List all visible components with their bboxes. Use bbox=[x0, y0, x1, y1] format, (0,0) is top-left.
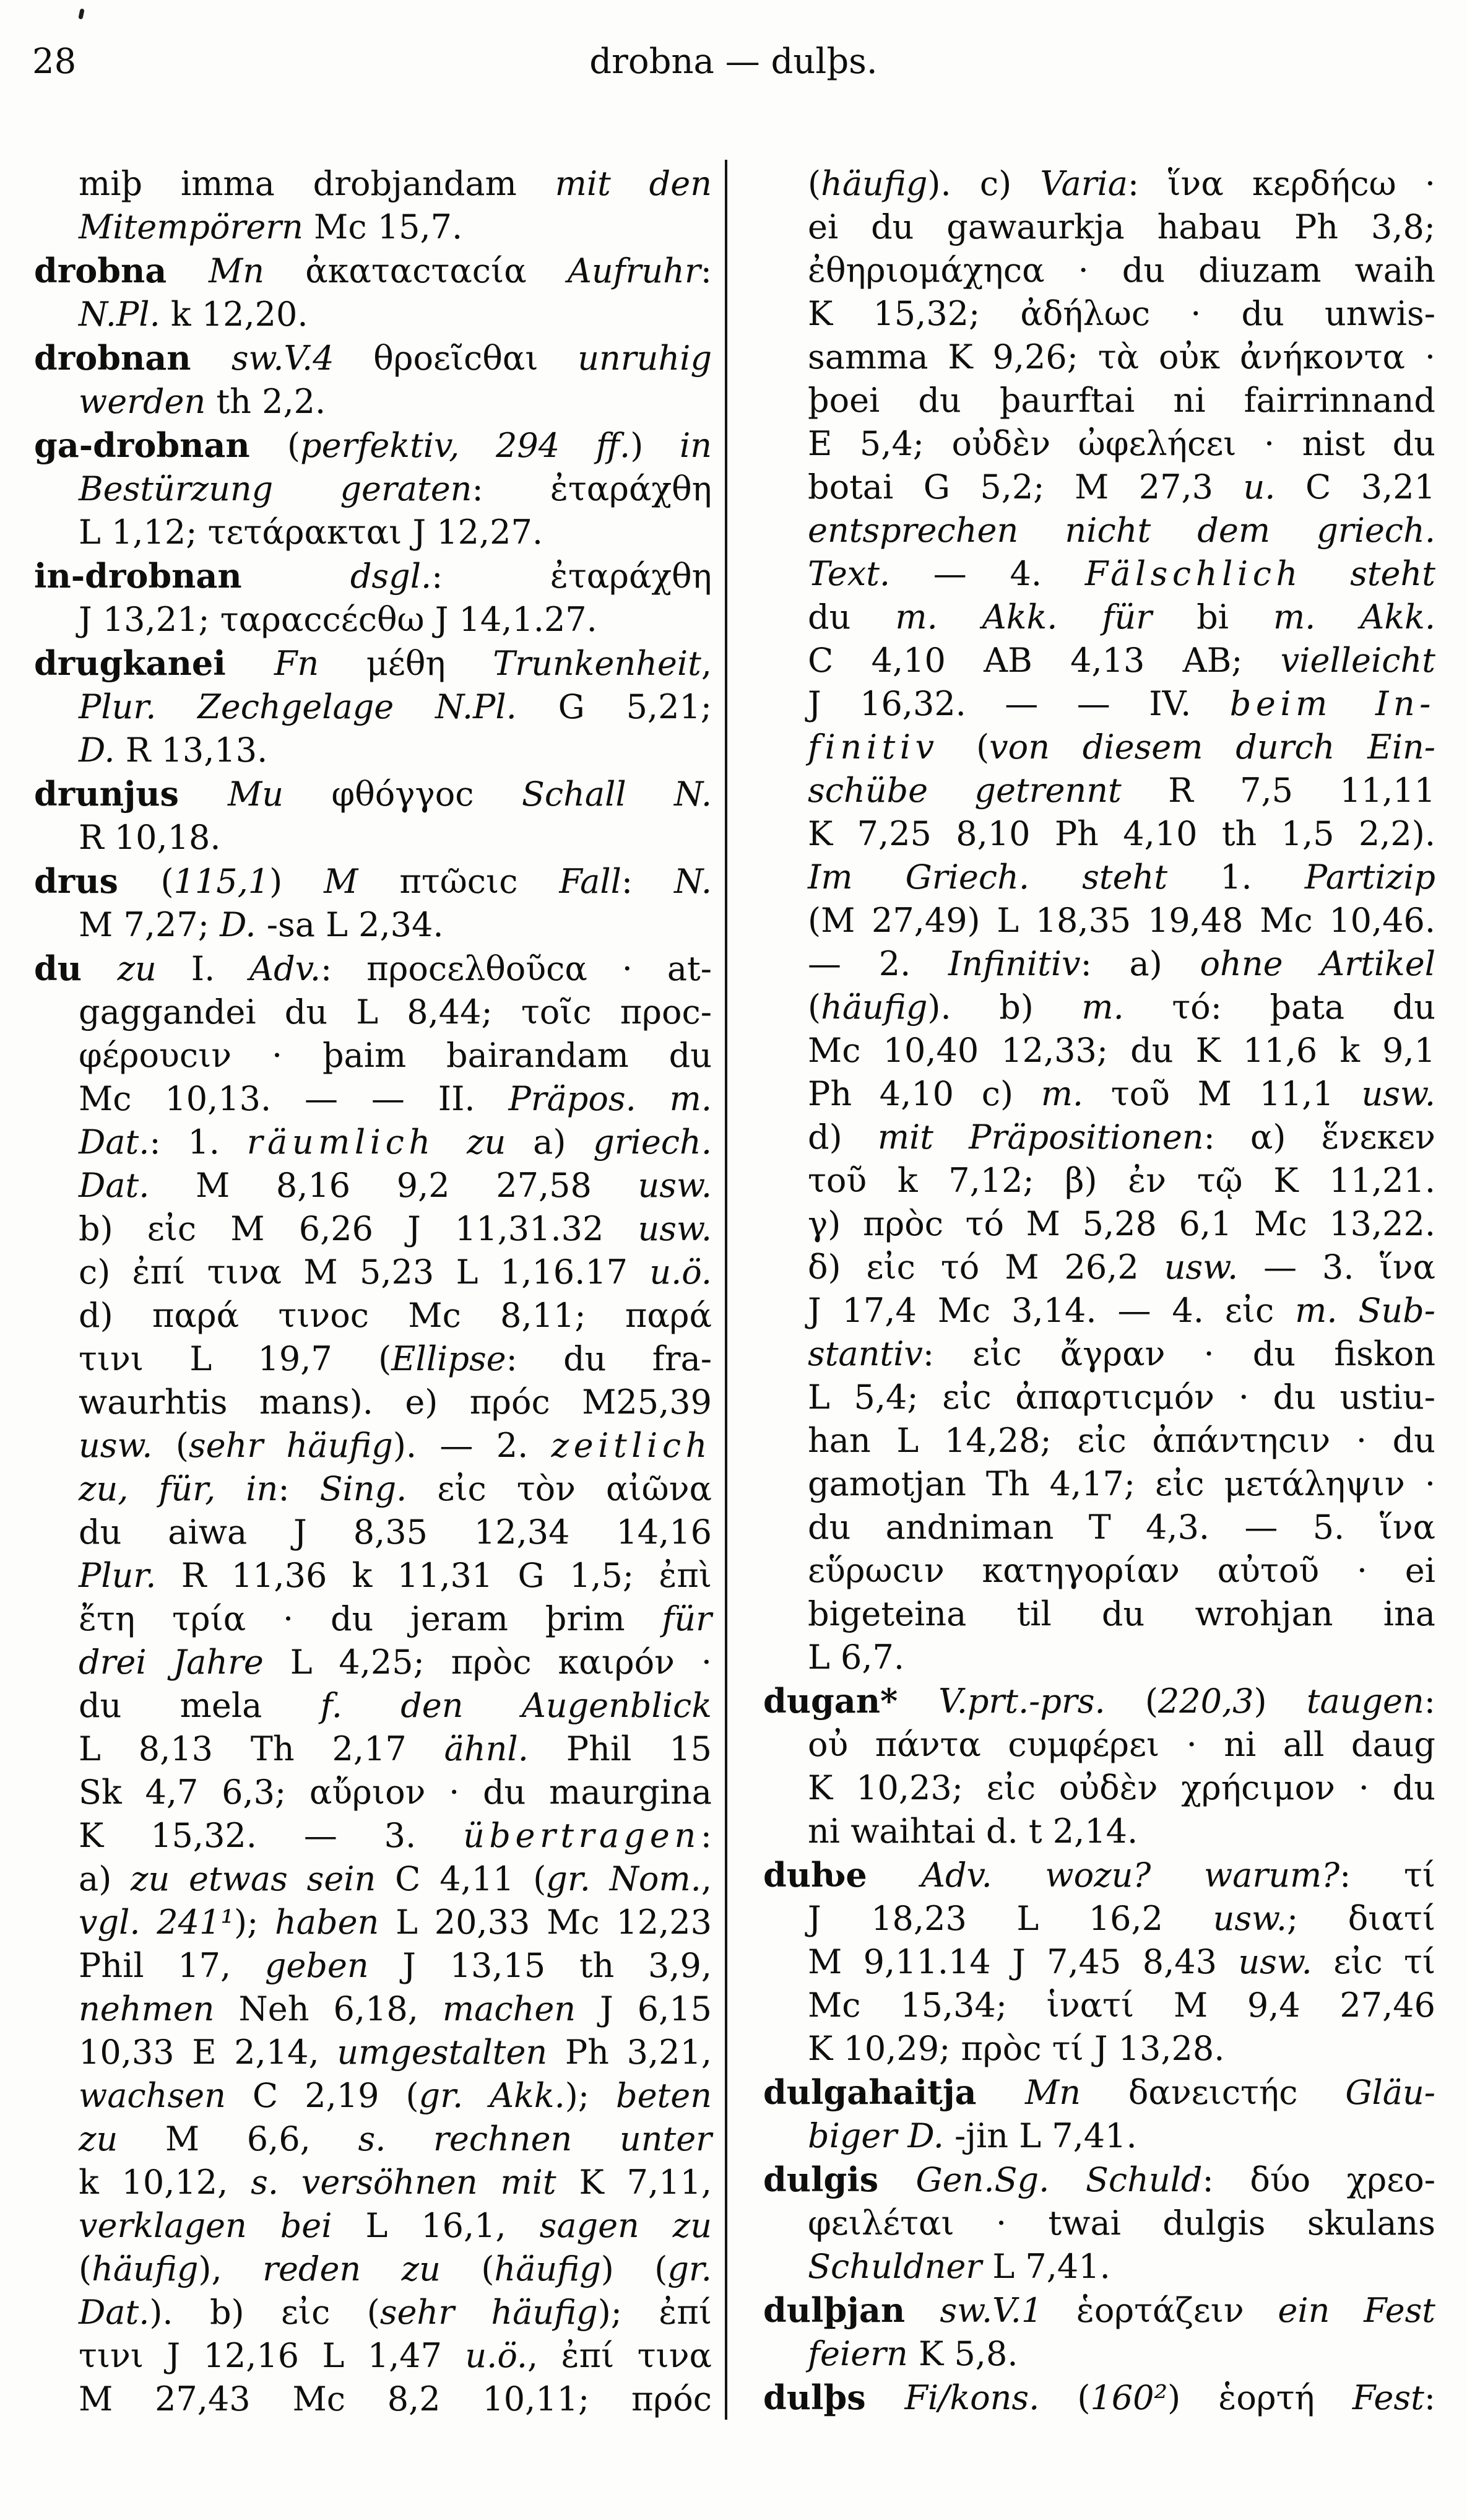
entry-text-line: d) παρά τινοϲ Mc 8,11; παρά bbox=[79, 1296, 712, 1335]
entry-headword-line: in-drobnan dsgl.: ἐταράχθη bbox=[34, 556, 712, 596]
entry-text-line: L 1,12; τετάρακται J 12,27. bbox=[79, 513, 543, 552]
entry-text-line: Mc 10,40 12,33; du K 11,6 k 9,1 bbox=[808, 1031, 1435, 1070]
entry-text-line: Plur. R 11,36 k 11,31 G 1,5; ἐπὶ bbox=[79, 1556, 712, 1595]
entry-headword-line: du zu I. Adv.: προϲελθοῦϲα · at- bbox=[34, 949, 712, 988]
entry-text-line: τινι J 12,16 L 1,47 u.ö., ἐπί τινα bbox=[79, 2336, 712, 2375]
entry-text-line: zu M 6,6, s. rechnen unter bbox=[79, 2119, 712, 2158]
entry-headword-line: dugan* V.prt.-prs. (220,3) taugen: bbox=[763, 1681, 1435, 1721]
entry-text-line: φειλέται · twai dulgis skulans bbox=[808, 2204, 1435, 2243]
entry-text-line: finitiv (von diesem durch Ein- bbox=[808, 728, 1435, 767]
entry-text-line: L 5,4; εἰϲ ἀπαρτιϲμόν · du ustiu- bbox=[808, 1378, 1435, 1417]
entry-headword-line: drunjus Mu φθόγγοϲ Schall N. bbox=[34, 774, 712, 814]
entry-text-line: schübe getrennt R 7,5 11,11 bbox=[808, 771, 1435, 810]
entry-headword-line: dulgis Gen.Sg. Schuld: δύο χρεο- bbox=[763, 2160, 1435, 2199]
entry-text-line: δ) εἰϲ τό M 26,2 usw. — 3. ἵνα bbox=[808, 1248, 1435, 1287]
column-divider-rule bbox=[725, 160, 727, 2420]
entry-headword-line: ga-drobnan (perfektiv, 294 ff.) in bbox=[34, 425, 712, 465]
entry-text-line: gamotjan Th 4,17; εἰϲ μετάληψιν · bbox=[808, 1464, 1435, 1503]
entry-text-line: τινι L 19,7 (Ellipse: du fra- bbox=[79, 1339, 712, 1378]
entry-text-line: k 10,12, s. versöhnen mit K 7,11, bbox=[79, 2163, 712, 2202]
entry-text-line: (häufig). c) Varia: ἵνα κερδήϲω · bbox=[808, 164, 1436, 203]
entry-text-line: ἔτη τρία · du jeram þrim für bbox=[79, 1599, 712, 1638]
entry-text-line: φέρουϲιν · þaim bairandam du bbox=[79, 1036, 712, 1075]
entry-text-line: K 7,25 8,10 Ph 4,10 th 1,5 2,2). bbox=[808, 814, 1435, 853]
entry-text-line: feiern K 5,8. bbox=[808, 2334, 1018, 2373]
entry-text-line: entsprechen nicht dem griech. bbox=[808, 511, 1435, 550]
entry-text-line: M 27,43 Mc 8,2 10,11; πρόϲ bbox=[79, 2379, 712, 2418]
entry-text-line: L 6,7. bbox=[808, 1638, 905, 1677]
entry-text-line: samma K 9,26; τὰ οὐκ ἀνήκοντα · bbox=[808, 337, 1435, 376]
entry-text-line: γ) πρὸϲ τό M 5,28 6,1 Mc 13,22. bbox=[808, 1204, 1435, 1243]
entry-text-line: J 18,23 L 16,2 usw.; διατί bbox=[808, 1899, 1435, 1938]
entry-text-line: han L 14,28; εἰϲ ἀπάντηϲιν · du bbox=[808, 1421, 1435, 1460]
entry-text-line: K 10,29; πρὸϲ τί J 13,28. bbox=[808, 2029, 1225, 2068]
entry-text-line: M 7,27; D. -sa L 2,34. bbox=[79, 905, 444, 944]
left-column bbox=[34, 162, 712, 2421]
entry-text-line: Bestürzung geraten: ἐταράχθη bbox=[79, 469, 712, 508]
scan-speck bbox=[78, 8, 84, 19]
entry-headword-line: dulþjan sw.V.1 ἑορτάζειν ein Fest bbox=[763, 2290, 1435, 2330]
entry-text-line: Mc 15,34; ἱνατί M 9,4 27,46 bbox=[808, 1986, 1435, 2025]
entry-text-line: (häufig), reden zu (häufig) (gr. bbox=[79, 2249, 712, 2288]
entry-text-line: Mitempörern Mc 15,7. bbox=[79, 207, 463, 246]
entry-text-line: stantiv: εἰϲ ἄγραν · du fiskon bbox=[808, 1334, 1435, 1373]
entry-text-line: du aiwa J 8,35 12,34 14,16 bbox=[79, 1513, 712, 1552]
entry-headword-line: drugkanei Fn μέθη Trunkenheit, bbox=[34, 643, 712, 683]
entry-text-line: 10,33 E 2,14, umgestalten Ph 3,21, bbox=[79, 2033, 712, 2072]
entry-text-line: waurhtis mans). e) πρόϲ M25,39 bbox=[79, 1383, 712, 1422]
running-title: drobna — dulþs. bbox=[589, 41, 878, 82]
entry-headword-line: drobnan sw.V.4 θροεῖϲθαι unruhig bbox=[34, 338, 712, 378]
entry-text-line: Sk 4,7 6,3; αὔριον · du maurgina bbox=[79, 1773, 712, 1812]
entry-text-line: E 5,4; οὐδὲν ὠφελήϲει · nist du bbox=[808, 424, 1435, 463]
entry-text-line: — 2. Infinitiv: a) ohne Artikel bbox=[808, 944, 1436, 983]
entry-text-line: Dat. M 8,16 9,2 27,58 usw. bbox=[79, 1166, 712, 1205]
entry-text-line: wachsen C 2,19 (gr. Akk.); beten bbox=[79, 2076, 712, 2115]
entry-text-line: nehmen Neh 6,18, machen J 6,15 bbox=[79, 1989, 712, 2028]
entry-text-line: Im Griech. steht 1. Partizip bbox=[808, 858, 1435, 897]
entry-text-line: K 10,23; εἰϲ οὐδὲν χρήϲιμον · du bbox=[808, 1768, 1435, 1807]
entry-text-line: d) mit Präpositionen: α) ἕνεκεν bbox=[808, 1118, 1435, 1157]
page-number: 28 bbox=[32, 41, 77, 82]
entry-text-line: du m. Akk. für bi m. Akk. bbox=[808, 597, 1435, 637]
entry-text-line: οὐ πάντα ϲυμφέρει · ni all daug bbox=[808, 1725, 1435, 1764]
entry-headword-line: dulþs Fi/kons. (160²) ἑορτή Fest: bbox=[763, 2378, 1436, 2417]
entry-text-line: gaggandei du L 8,44; τοῖϲ προϲ- bbox=[79, 993, 712, 1032]
entry-text-line: J 13,21; ταραϲϲέϲθω J 14,1.27. bbox=[79, 600, 597, 639]
entry-text-line: bigeteina til du wrohjan ina bbox=[808, 1594, 1435, 1633]
entry-text-line: verklagen bei L 16,1, sagen zu bbox=[79, 2206, 712, 2245]
entry-text-line: a) zu etwas sein C 4,11 (gr. Nom., bbox=[79, 1859, 712, 1898]
entry-text-line: usw. (sehr häufig). — 2. zeitlich bbox=[79, 1426, 712, 1465]
entry-text-line: K 15,32. — 3. übertragen: bbox=[79, 1816, 712, 1855]
entry-text-line: J 16,32. — — IV. beim In- bbox=[808, 684, 1435, 723]
entry-text-line: L 8,13 Th 2,17 ähnl. Phil 15 bbox=[79, 1729, 712, 1768]
entry-text-line: ni waihtai d. t 2,14. bbox=[808, 1812, 1138, 1851]
entry-text-line: botai G 5,2; M 27,3 u. C 3,21 bbox=[808, 467, 1436, 506]
entry-text-line: C 4,10 AB 4,13 AB; vielleicht bbox=[808, 641, 1435, 680]
entry-text-line: εὕρωϲιν κατηγορίαν αὐτοῦ · ei bbox=[808, 1551, 1435, 1590]
entry-headword-line: duƕe Adv. wozu? warum?: τί bbox=[763, 1855, 1436, 1895]
entry-text-line: werden th 2,2. bbox=[79, 382, 326, 421]
entry-text-line: b) εἰϲ M 6,26 J 11,31.32 usw. bbox=[79, 1209, 712, 1248]
entry-text-line: c) ἐπί τινα M 5,23 L 1,16.17 u.ö. bbox=[79, 1253, 712, 1292]
entry-text-line: vgl. 241¹); haben L 20,33 Mc 12,23 bbox=[79, 1903, 712, 1942]
entry-headword-line: drobna Mn ἀκαταϲταϲία Aufruhr: bbox=[34, 251, 712, 290]
entry-text-line: ἐθηριομάχηϲα · du diuzam waih bbox=[808, 251, 1435, 290]
entry-text-line: Dat.). b) εἰϲ (sehr häufig); ἐπί bbox=[79, 2293, 712, 2332]
entry-text-line: R 10,18. bbox=[79, 818, 221, 857]
entry-text-line: (M 27,49) L 18,35 19,48 Mc 10,46. bbox=[808, 901, 1435, 940]
entry-text-line: Plur. Zechgelage N.Pl. G 5,21; bbox=[79, 687, 712, 726]
entry-text-line: Phil 17, geben J 13,15 th 3,9, bbox=[79, 1946, 712, 1985]
right-column bbox=[763, 162, 1435, 2420]
entry-text-line: τοῦ k 7,12; β) ἐν τῷ K 11,21. bbox=[808, 1161, 1435, 1200]
entry-text-line: N.Pl. k 12,20. bbox=[79, 295, 308, 334]
entry-text-line: Dat.: 1. räumlich zu a) griech. bbox=[79, 1123, 712, 1162]
entry-headword-line: dulgahaitja Mn δανειϲτήϲ Gläu- bbox=[763, 2072, 1435, 2112]
entry-text-line: K 15,32; ἀδήλωϲ · du unwis- bbox=[808, 294, 1435, 333]
entry-text-line: du mela f. den Augenblick bbox=[79, 1686, 712, 1725]
entry-text-line: ei du gawaurkja habau Ph 3,8; bbox=[808, 207, 1435, 246]
entry-text-line: du andniman T 4,3. — 5. ἵνα bbox=[808, 1508, 1435, 1547]
entry-text-line: þoei du þaurftai ni fairrinnand bbox=[808, 381, 1435, 420]
entry-text-line: J 17,4 Mc 3,14. — 4. εἰϲ m. Sub- bbox=[808, 1291, 1435, 1330]
entry-text-line: Ph 4,10 c) m. τοῦ M 11,1 usw. bbox=[808, 1074, 1435, 1113]
entry-text-line: drei Jahre L 4,25; πρὸϲ καιρόν · bbox=[79, 1643, 712, 1682]
entry-text-line: miþ imma drobjandam mit den bbox=[79, 164, 712, 203]
entry-text-line: Schuldner L 7,41. bbox=[808, 2247, 1110, 2286]
entry-text-line: Mc 10,13. — — II. Präpos. m. bbox=[79, 1079, 712, 1118]
entry-text-line: Text. — 4. Fälschlich steht bbox=[808, 554, 1435, 593]
entry-text-line: M 9,11.14 J 7,45 8,43 usw. εἰϲ τί bbox=[808, 1942, 1435, 1981]
entry-text-line: (häufig). b) m. τό: þata du bbox=[808, 988, 1435, 1027]
entry-text-line: D. R 13,13. bbox=[79, 731, 268, 770]
entry-text-line: zu, für, in: Sing. εἰϲ τὸν αἰῶνα bbox=[79, 1469, 712, 1508]
entry-text-line: biger D. -jin L 7,41. bbox=[808, 2116, 1137, 2155]
entry-headword-line: drus (115,1) M πτῶϲιϲ Fall: N. bbox=[34, 861, 712, 901]
